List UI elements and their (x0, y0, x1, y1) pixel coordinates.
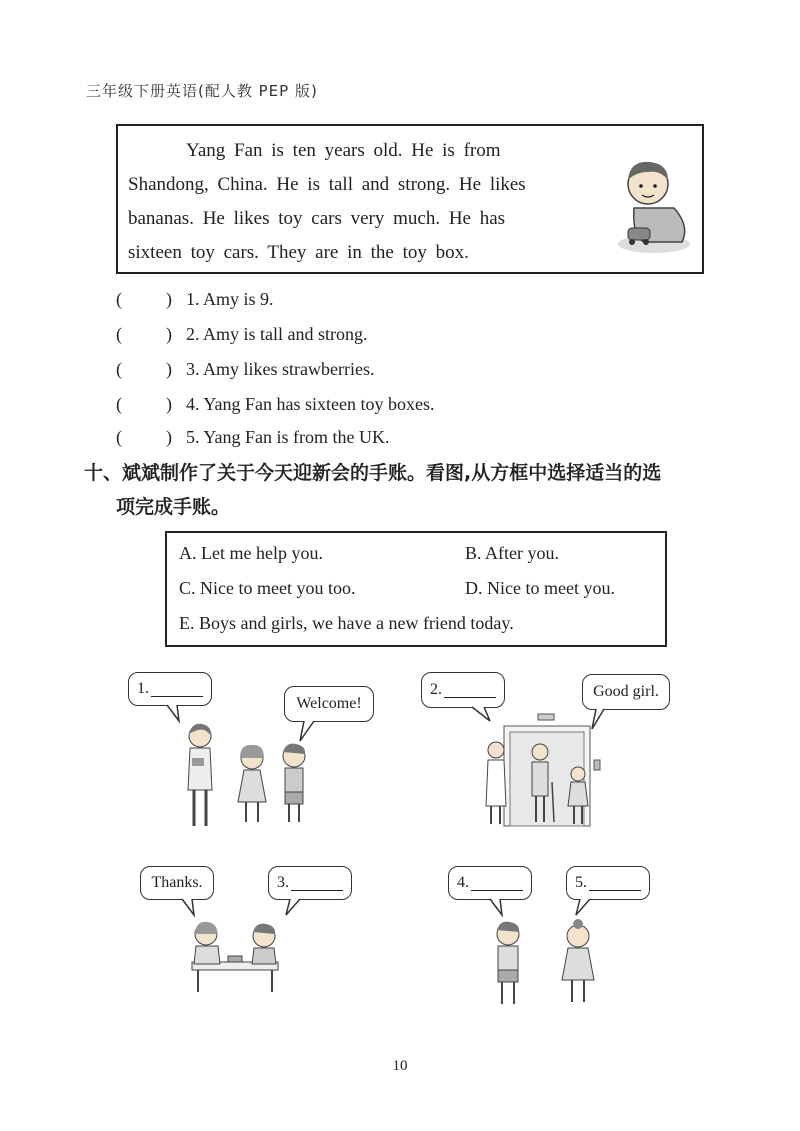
question-text: 2. Amy is tall and strong. (186, 324, 368, 344)
fill-blank-1[interactable] (151, 682, 203, 697)
passage-line: bananas. He likes toy cars very much. He has (128, 208, 506, 229)
answer-blank[interactable]: ( ) (116, 289, 172, 309)
question-text: 3. Amy likes strawberries. (186, 359, 375, 379)
option-c: C. Nice to meet you too. (179, 578, 356, 598)
section-title-line2: 项完成手账。 (116, 496, 231, 518)
passage-line: Yang Fan is ten years old. He is from (186, 140, 501, 161)
answer-blank[interactable]: ( ) (116, 427, 172, 447)
option-e: E. Boys and girls, we have a new friend today. (179, 613, 514, 633)
question-4 (116, 394, 435, 415)
question-3 (116, 359, 374, 380)
section-ten-title (84, 456, 734, 524)
section-title-line1: 十、斌斌制作了关于今天迎新会的手账。看图,从方框中选择适当的选 (84, 462, 662, 484)
speech-bubble-welcome: Welcome! (284, 686, 374, 722)
page-header: 三年级下册英语(配人教 PEP 版) (86, 82, 318, 100)
speech-bubble-3: 3. (268, 866, 352, 900)
passage-line: sixteen toy cars. They are in the toy box. (128, 242, 469, 263)
answer-blank[interactable]: ( ) (116, 359, 172, 379)
speech-bubble-thanks: Thanks. (140, 866, 214, 900)
passage-line: Shandong, China. He is tall and strong. He likes (128, 174, 526, 195)
fill-blank-3[interactable] (291, 876, 343, 891)
passage-text (128, 134, 606, 270)
speech-bubble-good-girl: Good girl. (582, 674, 670, 710)
bubble-tail (180, 899, 200, 917)
speech-bubble-5: 5. (566, 866, 650, 900)
fill-blank-2[interactable] (444, 683, 496, 698)
reading-passage-box (116, 124, 704, 274)
teacher-introducing-new-students-illustration (170, 718, 330, 833)
bubble-tail (284, 899, 304, 917)
option-b: B. After you. (465, 543, 559, 563)
question-text: 4. Yang Fan has sixteen toy boxes. (186, 394, 435, 414)
question-1 (116, 289, 274, 310)
boy-and-girl-meeting-illustration (486, 918, 606, 1008)
speech-bubble-4: 4. (448, 866, 532, 900)
bubble-tail (488, 899, 508, 917)
fill-blank-5[interactable] (589, 876, 641, 891)
boy-with-toy-car-illustration (604, 146, 694, 256)
answer-blank[interactable]: ( ) (116, 394, 172, 414)
fill-blank-4[interactable] (471, 876, 523, 891)
question-text: 1. Amy is 9. (186, 289, 274, 309)
question-5 (116, 427, 390, 448)
answer-blank[interactable]: ( ) (116, 324, 172, 344)
option-d: D. Nice to meet you. (465, 578, 615, 598)
elevator-scene-illustration (478, 712, 608, 830)
option-a: A. Let me help you. (179, 543, 323, 563)
page-number: 10 (392, 1058, 408, 1074)
speech-bubble-1: 1. (128, 672, 212, 706)
speech-bubble-2: 2. (421, 672, 505, 708)
two-children-helping-illustration (180, 918, 290, 994)
question-2 (116, 324, 368, 345)
bubble-tail (574, 899, 594, 917)
options-box (165, 531, 667, 647)
question-text: 5. Yang Fan is from the UK. (186, 427, 390, 447)
